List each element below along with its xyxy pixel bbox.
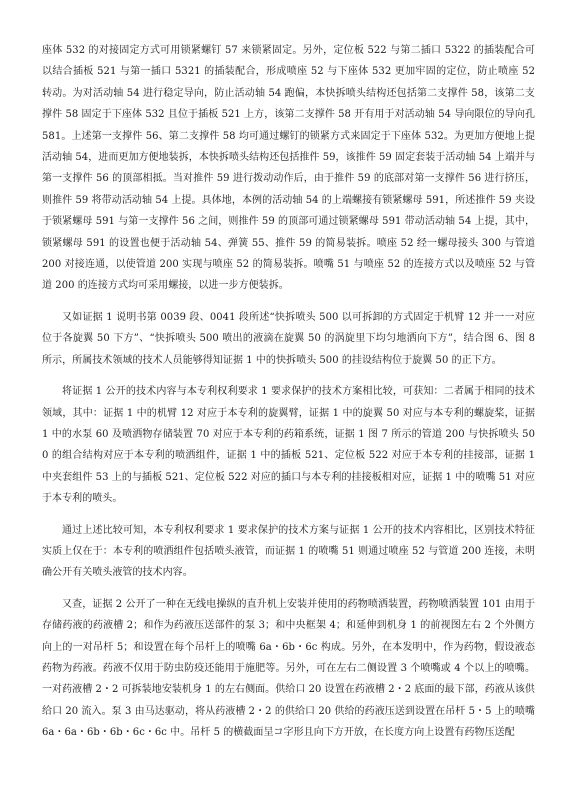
paragraph-1: 座体 532 的对接固定方式可用锁紧螺钉 57 来锁紧固定。另外，定位板 522 与第二插口 5322 的插装配合可以结合插板 521 与第一插口 5321 的插装配合，形成喷座 52 与下座体 532 更加牢固的定位，防止喷座 52 转动。为对活动轴 54 进行稳定导向，防止活动轴 54 跑偏，本快拆喷头结构还包括第二支撑件 58，该第二支撑件 58 固定于下座体 532 且位于插板 521 上方，该第二支撑件 58 开有用于对活动轴 54 导向限位的导向孔 581。上述第一支撑件 56、第二支撑件 58 均可通过螺钉的锁紧方式来固定于下座体 532。为更加方便地上提活动轴 54，进而更加方便地装拆，本快拆喷头结构还包括推件 59，该推件 59 固定套装于活动轴 54 上端并与第一支撑件 56 的顶部相抵。当对推件 59 进行拨动动作后，由于推件 59 的底部对第一支撑件 56 进行挤压，则推件 59 将带动活动轴 54 上提。具体地，本例的活动轴 54 的上端螺接有锁紧螺母 591，所述推件 59 夹设于锁紧螺母 591 与第一支撑件 56 之间，则推件 59 的顶部可通过锁紧螺母 591 带动活动轴 54 上提，其中，锁紧螺母 591 的设置也便于活动轴 54、弹簧 55、推件 59 的简易装拆。喷座 52 经一螺母接头 300 与管道 200 对接连通，以使管道 200 实现与喷座 52 的简易装拆。喷嘴 51 与喷座 52 的连接方式以及喷座 52 与管道 200 的连接方式均可采用螺接，以进一步方便装拆。 — [42, 45, 535, 292]
paragraph-3: 将证据 1 公开的技术内容与本专利权利要求 1 要求保护的技术方案相比较，可获知：二者属于相同的技术领域，其中：证据 1 中的机臂 12 对应于本专利的旋翼臂，证据 1 中的旋翼 50 对应与本专利的螺旋桨，证据 1 中的水泵 60 及喷洒物存储装置 70 对应于本专利的药箱系统，证据 1 图 7 所示的管道 200 与快拆喷头 500 的组合结构对应于本专利的喷洒组件，证据 1 中的插板 521、定位板 522 对应于本专利的挂接部，证据 1 中夹套组件 53 上的与插板 521、定位板 522 对应的插口与本专利的挂接板相对应，证据 1 中的喷嘴 51 对应于本专利的喷头。 — [42, 386, 535, 505]
paragraph-4: 通过上述比较可知，本专利权利要求 1 要求保护的技术方案与证据 1 公开的技术内容相比，区别技术特征实质上仅在于：本专利的喷洒组件包括喷头液管，而证据 1 的喷嘴 51 则通过喷座 52 与管道 200 连接，未明确公开有关喷头液管的技术内容。 — [42, 524, 535, 579]
paragraph-5: 又查，证据 2 公开了一种在无线电操纵的直升机上安装并使用的药物喷洒装置，药物喷洒装置 101 由用于存储药液的药液槽 2；和作为药液压送部件的泵 3；和中央框架 4；和延伸到机身 1 的前视图左右 2 个外侧方向上的一对吊杆 5；和设置在每个吊杆上的喷嘴 6a・6b・6c 构成。另外，在本发明中，作为药物，假设液态药物为药液。药液不仅用于防虫防疫还能用于施肥等。另外，可在左右二侧设置 3 个喷嘴或 4 个以上的喷嘴。一对药液槽 2・2 可拆装地安装机身 1 的左右侧面。供给口 20 设置在药液槽 2・2 底面的最下部，药液从该供给口 20 流入。泵 3 由马达驱动，将从药液槽 2・2 的供给口 20 供给的药液压送到设置在吊杆 5・5 上的喷嘴 6a・6a・6b・6b・6c・6c 中。吊杆 5 的横截面呈コ字形且向下方开放，在长度方向上设置有药物压送配 — [42, 598, 535, 739]
paragraph-2: 又如证据 1 说明书第 0039 段、0041 段所述“快拆喷头 500 以可拆卸的方式固定于机臂 12 并一一对应位于各旋翼 50 下方”、“快拆喷头 500 喷出的液滴在旋翼 50 的涡旋里下均匀地洒向下方”，结合图 6、图 8 所示，所属技术领域的技术人员能够得知证据 1 中的快拆喷头 500 的挂设结构位于旋翼 50 的正下方。 — [42, 311, 535, 366]
